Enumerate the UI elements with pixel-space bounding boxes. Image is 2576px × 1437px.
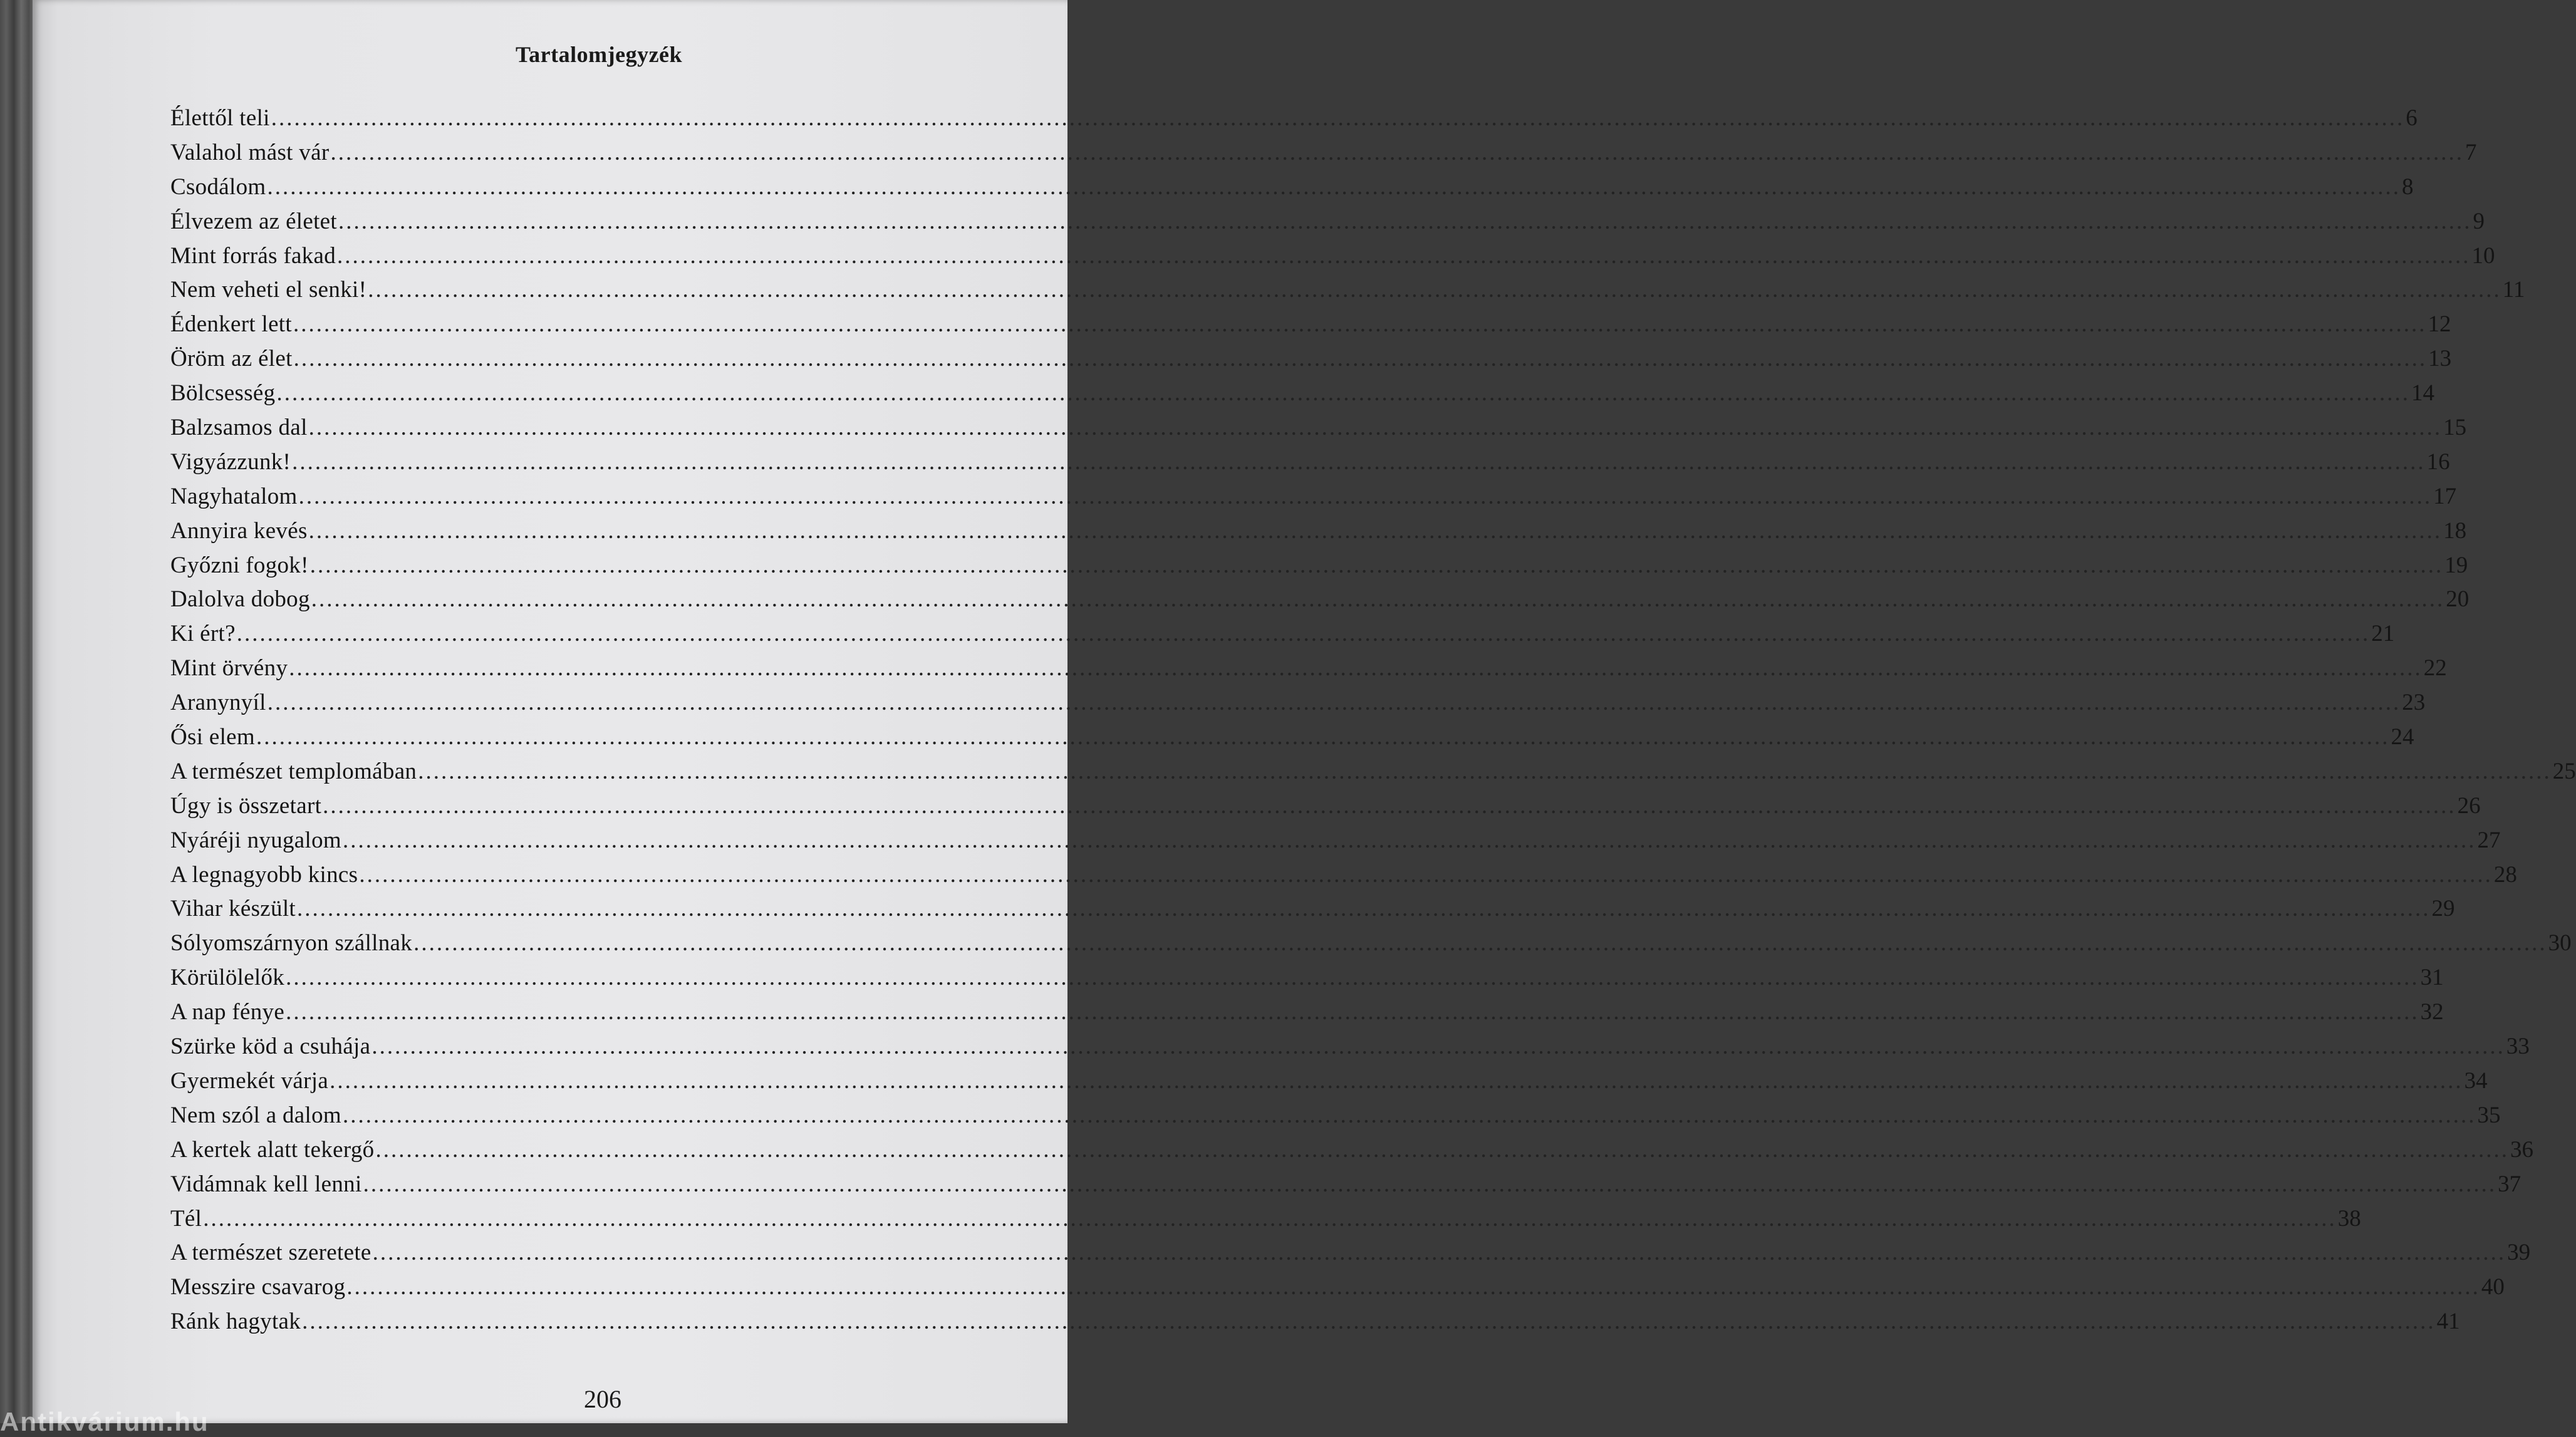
toc-entry	[170, 926, 2572, 961]
toc-entry-page: 6	[2406, 105, 2418, 131]
watermark: Antikvárium.hu	[0, 1407, 209, 1436]
toc-leader-dots	[310, 549, 2444, 583]
toc-leader-dots	[346, 1270, 2480, 1305]
toc-entry	[170, 205, 2485, 239]
toc-leader-dots	[309, 514, 2443, 549]
toc-leader-dots	[267, 170, 2401, 205]
toc-entry-page: 36	[2510, 1136, 2533, 1163]
toc-entry	[170, 170, 2414, 205]
toc-entry-page: 21	[2371, 621, 2395, 647]
toc-entry	[170, 445, 2450, 480]
toc-entry-title: A természet szeretete	[170, 1240, 371, 1266]
toc-entry	[170, 411, 2467, 445]
toc-entry	[170, 1202, 2361, 1237]
toc-leader-dots	[323, 789, 2456, 824]
toc-entry-page: 23	[2402, 690, 2426, 716]
toc-entry-page: 31	[2420, 965, 2444, 991]
toc-leader-dots	[292, 445, 2426, 480]
page-title: Tartalomjegyzék	[515, 42, 683, 68]
toc-entry-page: 13	[2428, 346, 2452, 372]
toc-entry-title: Körülölelők	[170, 965, 285, 991]
toc-entry-page: 7	[2464, 139, 2477, 165]
toc-entry-page: 37	[2498, 1171, 2521, 1197]
toc-leader-dots	[302, 1305, 2436, 1339]
toc-entry	[170, 1064, 2488, 1099]
toc-leader-dots	[359, 858, 2493, 893]
toc-entry-title: Gyermekét várja	[170, 1067, 329, 1094]
toc-entry-title: Győzni fogok!	[170, 552, 309, 578]
toc-entry	[170, 308, 2451, 342]
toc-leader-dots	[337, 239, 2471, 274]
toc-leader-dots	[289, 651, 2423, 686]
toc-entry-title: A kertek alatt tekergő	[170, 1136, 375, 1163]
toc-entry-page: 33	[2506, 1034, 2530, 1060]
toc-leader-dots	[267, 686, 2401, 720]
toc-entry-page: 11	[2502, 277, 2525, 303]
toc-entry-title: Annyira kevés	[170, 517, 308, 544]
toc-entry	[170, 514, 2467, 549]
toc-entry	[170, 858, 2517, 893]
toc-entry	[170, 892, 2455, 926]
toc-entry	[170, 273, 2525, 308]
toc-entry-title: Mint örvény	[170, 655, 288, 682]
toc-entry	[170, 789, 2481, 824]
toc-entry	[170, 1133, 2533, 1168]
toc-entry-title: Ki ért?	[170, 621, 236, 647]
toc-entry-page: 34	[2464, 1067, 2488, 1094]
toc-entry-page: 8	[2401, 174, 2414, 200]
toc-entry-page: 14	[2411, 380, 2434, 407]
toc-entry-title: A legnagyobb kincs	[170, 861, 358, 888]
toc-entry-title: Úgy is összetart	[170, 792, 322, 819]
toc-leader-dots	[363, 1168, 2497, 1202]
toc-leader-dots	[371, 1030, 2505, 1064]
toc-entry	[170, 686, 2426, 720]
toc-leader-dots	[256, 720, 2390, 755]
toc-entry-title: Élvezem az életet	[170, 208, 337, 234]
toc-entry-title: Szürke köd a csuhája	[170, 1034, 371, 1060]
toc-leader-dots	[309, 411, 2443, 445]
toc-entry	[170, 1236, 2531, 1270]
toc-entry-title: Édenkert lett	[170, 311, 292, 338]
toc-entry-title: Dalolva dobog	[170, 586, 310, 613]
toc-entry-title: Aranynyíl	[170, 690, 266, 716]
toc-leader-dots	[413, 926, 2547, 961]
page-number: 206	[584, 1385, 621, 1413]
toc-entry	[170, 1030, 2530, 1064]
book-spine	[0, 0, 36, 1423]
toc-leader-dots	[203, 1202, 2337, 1237]
toc-entry-title: Csodálom	[170, 174, 266, 200]
toc-entry	[170, 101, 2418, 136]
toc-entry-page: 40	[2481, 1274, 2505, 1300]
toc-leader-dots	[276, 376, 2410, 411]
toc-entry-page: 18	[2443, 517, 2467, 544]
toc-entry-title: Ősi elem	[170, 724, 255, 750]
toc-leader-dots	[418, 755, 2552, 789]
toc-entry-title: Nagyhatalom	[170, 483, 298, 509]
toc-entry-title: Valahol mást vár	[170, 139, 330, 165]
toc-entry-title: Vidámnak kell lenni	[170, 1171, 362, 1197]
toc-leader-dots	[338, 205, 2472, 239]
toc-entry-page: 20	[2446, 586, 2470, 613]
table-of-contents	[170, 101, 2576, 1339]
toc-leader-dots	[375, 1133, 2509, 1168]
toc-entry	[170, 342, 2452, 376]
toc-entry	[170, 995, 2444, 1030]
toc-entry-title: A természet templomában	[170, 758, 417, 784]
toc-entry-page: 28	[2493, 861, 2517, 888]
toc-entry-title: Nem szól a dalom	[170, 1102, 341, 1128]
toc-entry-page: 22	[2423, 655, 2447, 682]
toc-entry-page: 41	[2436, 1309, 2460, 1335]
toc-leader-dots	[271, 101, 2405, 136]
toc-leader-dots	[293, 308, 2427, 342]
toc-entry-title: Messzire csavarog	[170, 1274, 346, 1300]
toc-leader-dots	[237, 617, 2371, 651]
toc-entry-title: Öröm az élet	[170, 346, 293, 372]
toc-entry	[170, 376, 2434, 411]
book-page	[33, 0, 2576, 1423]
toc-entry-title: Vigyázzunk!	[170, 449, 291, 475]
toc-entry-page: 39	[2507, 1240, 2531, 1266]
toc-entry	[170, 1305, 2460, 1339]
toc-entry-page: 30	[2548, 930, 2572, 957]
toc-entry	[170, 1168, 2521, 1202]
toc-entry-title: Balzsamos dal	[170, 415, 308, 441]
toc-entry-page: 9	[2473, 208, 2485, 234]
toc-entry-page: 17	[2433, 483, 2457, 509]
toc-entry-page: 10	[2471, 242, 2495, 269]
toc-entry	[170, 1099, 2501, 1133]
toc-leader-dots	[330, 136, 2464, 170]
toc-entry	[170, 961, 2444, 995]
toc-leader-dots	[311, 583, 2445, 617]
toc-entry-page: 32	[2420, 999, 2444, 1025]
toc-entry-page: 15	[2443, 415, 2467, 441]
toc-entry	[170, 617, 2395, 651]
toc-entry	[170, 136, 2477, 170]
toc-entry-page: 25	[2552, 758, 2576, 784]
toc-entry-title: Vihar készült	[170, 896, 296, 922]
toc-entry-title: Ránk hagytak	[170, 1309, 301, 1335]
toc-entry	[170, 824, 2501, 858]
toc-entry-title: Élettől teli	[170, 105, 270, 131]
toc-entry-page: 29	[2431, 896, 2455, 922]
toc-leader-dots	[373, 1236, 2506, 1270]
toc-entry-page: 19	[2444, 552, 2468, 578]
toc-entry-title: Nyáréji nyugalom	[170, 827, 341, 853]
toc-leader-dots	[330, 1064, 2463, 1099]
toc-entry	[170, 720, 2414, 755]
toc-entry-title: Sólyomszárnyon szállnak	[170, 930, 413, 957]
toc-leader-dots	[368, 273, 2501, 308]
toc-entry-page: 24	[2391, 724, 2414, 750]
toc-leader-dots	[286, 995, 2419, 1030]
toc-entry	[170, 549, 2468, 583]
toc-entry-title: Mint forrás fakad	[170, 242, 336, 269]
toc-entry	[170, 239, 2495, 274]
toc-entry-title: Bölcsesség	[170, 380, 276, 407]
toc-leader-dots	[297, 892, 2431, 926]
toc-entry	[170, 1270, 2505, 1305]
toc-entry-page: 26	[2457, 792, 2481, 819]
toc-entry-page: 38	[2337, 1205, 2361, 1232]
toc-entry	[170, 583, 2470, 617]
toc-entry	[170, 480, 2457, 514]
toc-entry-title: Nem veheti el senki!	[170, 277, 367, 303]
toc-entry-page: 16	[2426, 449, 2450, 475]
toc-entry-title: Tél	[170, 1205, 202, 1232]
toc-leader-dots	[343, 824, 2476, 858]
toc-leader-dots	[294, 342, 2428, 376]
toc-entry	[170, 755, 2576, 789]
toc-leader-dots	[286, 961, 2419, 995]
toc-entry-page: 27	[2477, 827, 2501, 853]
toc-entry	[170, 651, 2447, 686]
toc-leader-dots	[343, 1099, 2476, 1133]
toc-entry-page: 12	[2428, 311, 2451, 338]
toc-entry-page: 35	[2477, 1102, 2501, 1128]
toc-entry-title: A nap fénye	[170, 999, 285, 1025]
toc-leader-dots	[299, 480, 2433, 514]
